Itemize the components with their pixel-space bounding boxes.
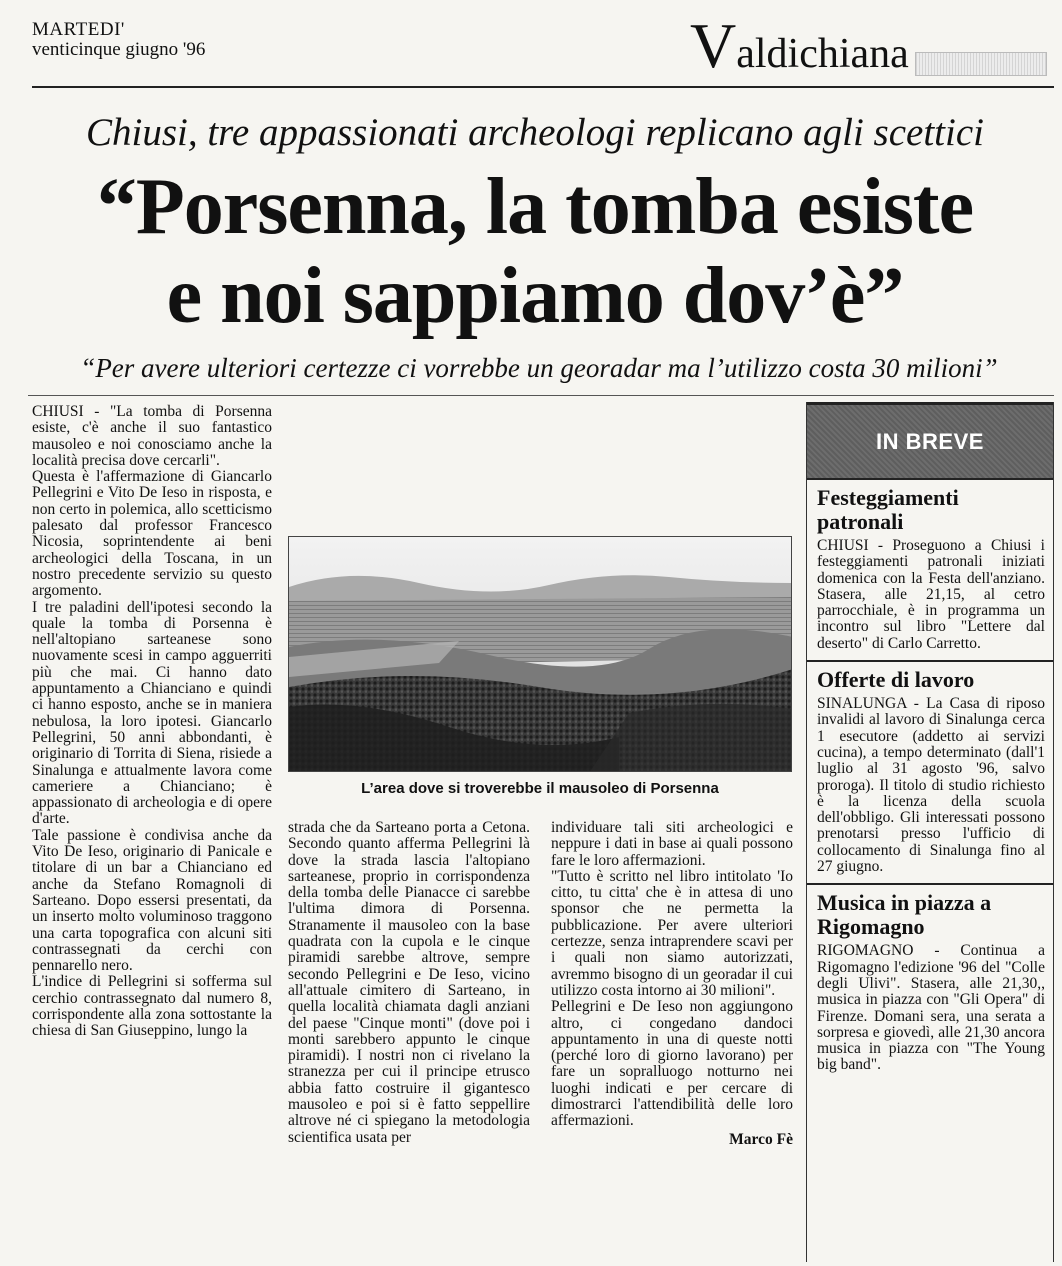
kicker: Chiusi, tre appassionati archeologi replicano agli scettici [85,111,984,154]
sidebar-title: IN BREVE [876,428,984,454]
paragraph: Pellegrini e De Ieso non aggiungono altro, ci congedano dandoci appuntamento in una di queste notti (perché loro di giorno lavorano) per fare un sopralluogo notturno nei luoghi indicati e per cercare di dimostrarci l'attendibilità delle loro affermazioni. [551,998,793,1130]
landscape-photo [288,536,792,772]
paragraph: I tre paladini dell'ipotesi secondo la quale la tomba di Porsenna è nell'altopiano sarteanese sono nuovamente scesi in campo agguerriti più che mai. Ci hanno dato appuntamento a Chianciano e quindi ci hanno esposto, anche se in maniera nebulosa, la loro ipotesi. Giancarlo Pellegrini, 50 anni abbondanti, è originario di Torrita di Siena, risiede a Sinalunga e attualmente lavora come cameriere a Chianciano; è appassionato di archeologia e di opere d'arte. [32,598,272,828]
article-column-1 [32,404,272,1260]
date-block [32,20,205,60]
paragraph: individuare tali siti archeologici e neppure i dati in base ai quali possono fare le loro affermazioni. [551,820,793,869]
byline: Marco Fè [729,1130,793,1148]
headline [20,163,1050,341]
paragraph: Tale passione è condivisa anche da Vito De Ieso, originario di Panicale e titolare di un bar a Chianciano ed anche da Stefano Romagnoli di Sarteano. Dopo essersi presentati, da un inserto molto voluminoso traggono una carta topografica con alcuni siti contrassegnati da cerchi con pennarello nero. [32,826,272,975]
section-shade [915,52,1047,76]
date: venticinque giugno '96 [32,39,206,60]
brief-item [807,486,1053,660]
headline-line-1: “Porsenna, la tomba esiste [96,163,974,251]
sidebar-header [807,402,1053,480]
section-name [690,10,909,84]
paragraph: CHIUSI - "La tomba di Porsenna esiste, c'è anche il suo fantastico mausoleo e noi conosciamo anche la località precisa dove cercarli". [32,404,272,469]
news-brief-sidebar [806,402,1054,1262]
section-label [690,10,1052,82]
subhead: “Per avere ulteriori certezze ci vorrebbe un georadar ma l’utilizzo costa 30 milioni” [80,353,998,383]
paragraph: strada che da Sarteano porta a Cetona. Secondo quanto afferma Pellegrini là dove la strada lascia l'altopiano sarteanese, proprio in corrispondenza della tomba delle Pianacce ci sarebbe l'ultima dimora di Porsenna. Stranamente il mausoleo con la base quadrata con la cupola e le cinque piramidi sarebbe altrove, sempre secondo Pellegrini e De Ieso, vicino all'attuale cimitero di Sarteano, in quella località chiamata dagli anziani del paese "Cinque monti" (dove poi i monti sarebbero appunto le cinque piramidi). I nostri non ci rivelano la stranezza per cui il principe etrusco abbia fatto costruire il gigantesco mausoleo e poi si è fatto seppellire altrove né ci spiegano la metodologia scientifica usata per [288,820,530,1146]
headline-line-2: e noi sappiamo dov’è” [166,252,904,340]
brief-heading: Musica in piazza a Rigomagno [817,890,992,940]
section-initial: V [690,10,737,81]
paragraph: L'indice di Pellegrini si sofferma sul cerchio contrassegnato dal numero 8, corrispondente alla zona sottostante la chiesa di San Giuseppino, lungo la [32,973,272,1040]
section-name-rest: aldichiana [736,31,909,77]
article-column-2 [288,820,530,1260]
brief-heading: Festeggiamenti patronali [817,485,959,534]
brief-text: SINALUNGA - La Casa di riposo invalidi al lavoro di Sinalunga cerca 1 esecutore (addetto ai servizi cucina), a tempo determinato (dall'1 luglio al 31 agosto '96, salvo proroga). Il titolo di studio richiesto è la licenza della scuola dell'obbligo. Gli interessati possono prenotarsi presso l'ufficio di collocamento di Sinalunga fino al 27 giugno. [817,695,1045,876]
mid-rule [28,395,1054,396]
brief-text: RIGOMAGNO - Continua a Rigomagno l'edizione '96 del "Colle degli Ulivi". Stasera, alle 21,30,, musica in piazza con "Gli Opera" di Firenze. Domani sera, una serata a sorpresa e giovedì, alle 21,30 ancora musica in piazza con "The Young big band". [817,942,1045,1074]
brief-item [807,660,1053,883]
paragraph: Questa è l'affermazione di Giancarlo Pellegrini e Vito De Ieso in risposta, e non certo in polemica, allo scetticismo palesato dal professor Francesco Nicosia, soprintendente ai beni archeologici della Toscana, in un nostro precedente servizio su questo argomento. [32,468,272,600]
top-rule [32,86,1054,88]
paragraph: "Tutto è scritto nel libro intitolato 'Io citto, tu citta' che è in attesa di uno sponsor che ne permetta la pubblicazione. Per avere ulteriori certezze, senza intraprendere scavi per i quali non siamo autorizzati, avremmo bisogno di un georadar il cui utilizzo costa intorno ai 30 milioni". [551,867,793,999]
brief-text: CHIUSI - Proseguono a Chiusi i festeggiamenti patronali iniziati domenica con la Festa dell'anziano. Stasera, alle 21,15, al cetro parrocchiale, è in programma un incontro sul libro "Lettere dal deserto" di Carlo Carretto. [817,537,1045,652]
brief-item [807,883,1053,1081]
article-column-3 [551,820,793,1260]
weekday: MARTEDI' [32,19,125,40]
photo-caption: L’area dove si troverebbe il mausoleo di Porsenna [361,780,719,797]
brief-heading: Offerte di lavoro [817,667,975,693]
